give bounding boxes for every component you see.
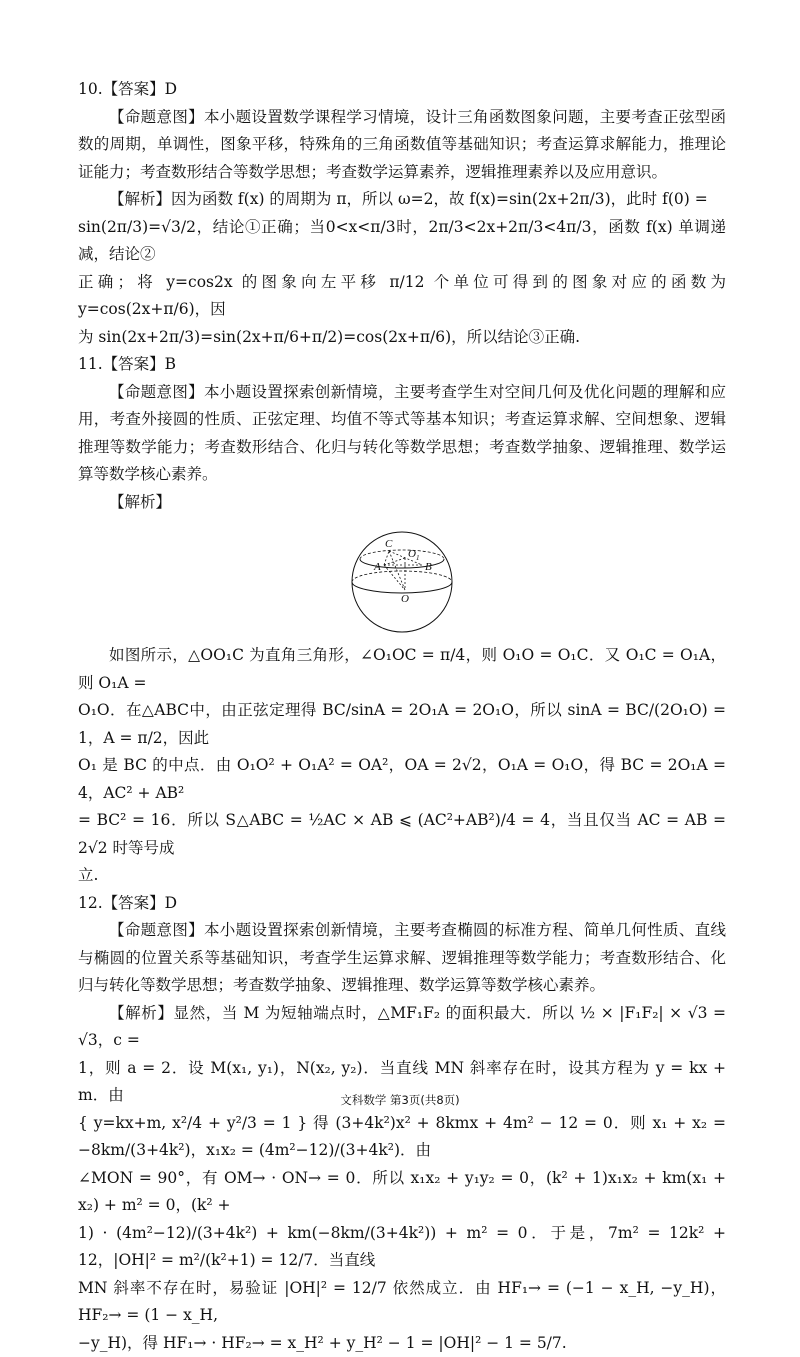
segment-AO1 [384, 558, 405, 565]
q11-analysis-line-4: = BC² = 16．所以 S△ABC = ½AC × AB ⩽ (AC²+AB²)/4 = 4，当且仅当 AC = AB = 2√2 时等号成 [78, 807, 726, 862]
sphere-diagram [327, 524, 477, 634]
edge-AC [384, 551, 389, 565]
q12-header: 12.【答案】D [78, 890, 726, 918]
q12-analysis-line-2: 1，则 a = 2．设 M(x₁, y₁)，N(x₂, y₂)．当直线 MN 斜率存在时，设其方程为 y = kx + m．由 [78, 1055, 726, 1110]
segment-CO [389, 551, 405, 590]
q12-analysis-line-5: 1) · (4m²−12)/(3+4k²) + km(−8km/(3+4k²)) + m² = 0．于是，7m² = 12k² + 12，|OH|² = m²/(k²+1) = 12/7．当直线 [78, 1220, 726, 1275]
q11-analysis-line-3: O₁ 是 BC 的中点．由 O₁O² + O₁A² = OA²，OA = 2√2，O₁A = O₁O，得 BC = 2O₁A = 4，AC² + AB² [78, 752, 726, 807]
q10-analysis-line-1: 【解析】因为函数 f(x) 的周期为 π，所以 ω=2，故 f(x)=sin(2x+2π/3)，此时 f(0) = [78, 186, 726, 214]
q10-analysis-line-3: 正确；将 y=cos2x 的图象向左平移 π/12 个单位可得到的图象对应的函数为 y=cos(2x+π/6)，因 [78, 269, 726, 324]
page-footer: 文科数学 第3页(共8页) [0, 1092, 800, 1108]
label-B: B [425, 561, 432, 573]
q10-header: 10.【答案】D [78, 76, 726, 104]
label-C: C [385, 538, 393, 550]
q10-intent: 【命题意图】本小题设置数学课程学习情境，设计三角函数图象问题，主要考查正弦型函数的周期，单调性，图象平移，特殊角的三角函数值等基础知识；考查运算求解能力，推理论证能力；考查数形结合等数学思想；考查数学运算素养，逻辑推理素养以及应用意识。 [78, 104, 726, 187]
q11-analysis-label: 【解析】 [78, 489, 726, 517]
page-content [78, 76, 726, 1357]
q11-analysis-line-5: 立. [78, 862, 726, 890]
q12-analysis-line-7: −y_H)，得 HF₁→ · HF₂→ = x_H² + y_H² − 1 = |OH|² − 1 = 5/7. [78, 1330, 726, 1357]
q12-analysis-line-4: ∠MON = 90°，有 OM→ · ON→ = 0．所以 x₁x₂ + y₁y₂ = 0，(k² + 1)x₁x₂ + km(x₁ + x₂) + m² = 0，(k² + [78, 1165, 726, 1220]
q11-analysis-line-2: O₁O．在△ABC中，由正弦定理得 BC/sinA = 2O₁A = 2O₁O，所以 sinA = BC/(2O₁O) = 1，A = π/2，因此 [78, 697, 726, 752]
label-A: A [373, 561, 381, 573]
q11-analysis-line-1: 如图所示，△OO₁C 为直角三角形，∠O₁OC = π/4，则 O₁O = O₁C．又 O₁C = O₁A，则 O₁A = [78, 642, 726, 697]
label-O: O [401, 593, 409, 605]
segment-AO [384, 565, 405, 590]
q12-analysis-line-1: 【解析】显然，当 M 为短轴端点时，△MF₁F₂ 的面积最大．所以 ½ × |F₁F₂| × √3 = √3，c = [78, 1000, 726, 1055]
q10-analysis-line-4: 为 sin(2x+2π/3)=sin(2x+π/6+π/2)=cos(2x+π/6)，所以结论③正确. [78, 324, 726, 352]
q11-header: 11.【答案】B [78, 351, 726, 379]
q10-analysis-line-2: sin(2π/3)=√3/2，结论①正确；当0<x<π/3时，2π/3<2x+2π/3<4π/3，函数 f(x) 单调递减，结论② [78, 214, 726, 269]
q12-intent: 【命题意图】本小题设置探索创新情境，主要考查椭圆的标准方程、简单几何性质、直线与椭圆的位置关系等基础知识，考查学生运算求解、逻辑推理等数学能力；考查数形结合、化归与转化等数学思想；考查数学抽象、逻辑推理、数学运算等数学核心素养。 [78, 917, 726, 1000]
equator-front [352, 582, 452, 593]
label-O1-sub: 1 [416, 554, 420, 562]
small-circle-back [360, 550, 444, 559]
equator-back [352, 571, 452, 582]
sphere-figure [78, 524, 726, 634]
q11-intent: 【命题意图】本小题设置探索创新情境，主要考查学生对空间几何及优化问题的理解和应用，考查外接圆的性质、正弦定理、均值不等式等基本知识；考查运算求解、空间想象、逻辑推理等数学能力；考查数形结合、化归与转化等数学思想；考查数学抽象、逻辑推理、数学运算等数学核心素养。 [78, 379, 726, 489]
q12-analysis-line-6: MN 斜率不存在时，易验证 |OH|² = 12/7 依然成立．由 HF₁→ = (−1 − x_H, −y_H)，HF₂→ = (1 − x_H, [78, 1275, 726, 1330]
label-O1: O [408, 548, 416, 560]
q12-analysis-line-3: { y=kx+m, x²/4 + y²/3 = 1 } 得 (3+4k²)x² + 8kmx + 4m² − 12 = 0．则 x₁ + x₂ = −8km/(3+4k²)，x₁x₂ = (4m²−12)/(3+4k²)．由 [78, 1110, 726, 1165]
